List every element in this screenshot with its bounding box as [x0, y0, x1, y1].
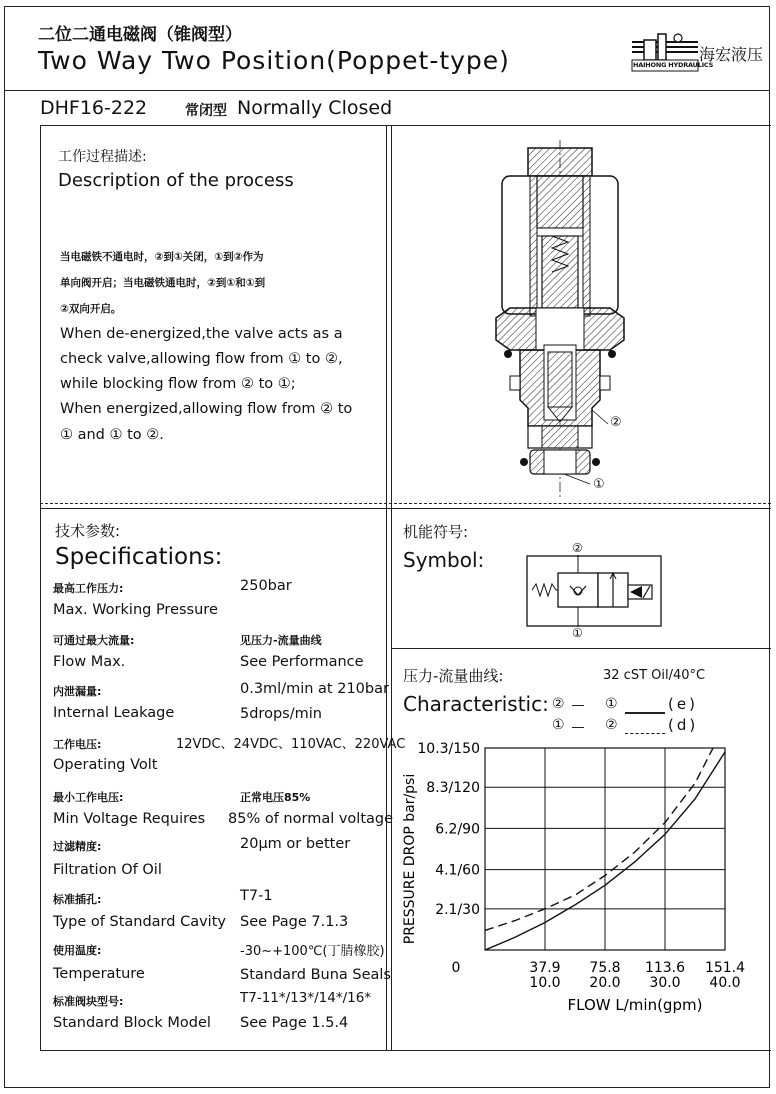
process-desc-cn-3: ②双向开启。	[60, 303, 122, 315]
model-type-cn: 常闭型	[185, 103, 227, 119]
process-desc-en-5: ① and ① to ②.	[60, 427, 164, 443]
spec-label-cn-7: 使用温度:	[53, 944, 102, 957]
legend-d-dash	[572, 727, 584, 728]
spec-value-8: See Page 1.5.4	[240, 1015, 349, 1031]
valve-symbol-diagram	[526, 555, 662, 627]
model-type-en: Normally Closed	[237, 97, 393, 119]
symbol-port-bottom: ①	[572, 626, 583, 640]
legend-e-dash	[572, 705, 584, 706]
spec-value-2: 5drops/min	[240, 706, 322, 722]
symbol-heading-en: Symbol:	[403, 548, 485, 572]
spec-label-en-6: Type of Standard Cavity	[53, 914, 226, 930]
process-desc-cn-2: 单向阀开启；当电磁铁通电时，②到①和①到	[60, 277, 266, 289]
y-tick-label: 8.3/120	[426, 780, 480, 797]
legend-d-line	[625, 733, 665, 734]
spec-value-cn-8: T7-11*/13*/14*/16*	[240, 990, 372, 1006]
process-desc-en-4: When energized,allowing flow from ② to	[60, 401, 353, 417]
spec-value-0: 250bar	[240, 578, 292, 594]
port-2-label: ②	[610, 415, 622, 430]
spec-label-en-4: Min Voltage Requires	[53, 811, 206, 827]
brand-logo	[630, 32, 714, 72]
spec-value-cn-3: 12VDC、24VDC、110VAC、220VAC	[176, 737, 406, 752]
legend-e-code: (e)	[668, 695, 698, 713]
title-cn: 二位二通电磁阀（锥阀型）	[38, 25, 242, 45]
mid-divider	[40, 508, 771, 509]
spec-label-en-7: Temperature	[53, 966, 145, 982]
process-heading-en: Description of the process	[58, 170, 294, 191]
specs-heading-en: Specifications:	[55, 544, 223, 570]
center-line-b	[391, 125, 392, 1051]
legend-d-to: ②	[605, 717, 618, 733]
port-1-label: ①	[593, 477, 605, 492]
spec-label-en-0: Max. Working Pressure	[53, 602, 218, 618]
y-tick-label: 6.2/90	[435, 821, 480, 838]
brand-name: 海宏液压	[699, 45, 764, 64]
spec-label-cn-2: 内泄漏量:	[53, 685, 102, 698]
spec-value-6: See Page 7.1.3	[240, 914, 349, 930]
y-tick-label: 2.1/30	[435, 901, 480, 918]
process-desc-cn-1: 当电磁铁不通电时，②到①关闭，①到②作为	[60, 251, 264, 263]
spec-value-cn-5: 20μm or better	[240, 836, 351, 852]
origin-label: 0	[451, 960, 461, 976]
spec-value-4: 85% of normal voltage	[228, 811, 394, 827]
spec-value-cn-2: 0.3ml/min at 210bar	[240, 681, 389, 697]
header-divider	[4, 90, 770, 91]
legend-e-from: ②	[552, 696, 565, 712]
spec-value-7: Standard Buna Seals	[240, 967, 391, 983]
y-tick-label: 10.3/150	[417, 741, 480, 757]
specs-heading-cn: 技术参数:	[55, 522, 121, 540]
x-tick-label-top: 37.9	[529, 960, 561, 976]
spec-label-en-1: Flow Max.	[53, 654, 126, 670]
process-desc-en-2: check valve,allowing flow from ① to ②,	[60, 351, 343, 367]
y-tick-label: 4.1/60	[435, 862, 480, 879]
x-tick-label-bottom: 10.0	[529, 975, 561, 991]
spec-label-cn-5: 过滤精度:	[53, 840, 102, 853]
spec-label-cn-6: 标准插孔:	[53, 893, 102, 906]
process-heading-cn: 工作过程描述:	[58, 149, 147, 165]
valve-section-drawing	[480, 140, 640, 500]
symbol-port-top: ②	[572, 541, 583, 555]
spec-label-cn-3: 工作电压:	[53, 738, 102, 751]
legend-d-code: (d)	[668, 716, 699, 734]
brand-logo-text: HAIHONG HYDRAULICS	[633, 61, 714, 69]
legend-e-line	[625, 712, 665, 714]
spec-value-cn-6: T7-1	[240, 888, 273, 904]
model-code: DHF16-222	[40, 97, 148, 119]
oil-note: 32 cST Oil/40°C	[603, 668, 706, 683]
x-tick-label-top: 113.6	[644, 960, 686, 976]
process-desc-en-3: while blocking flow from ② to ①;	[60, 376, 296, 392]
spec-label-cn-4: 最小工作电压:	[53, 791, 124, 804]
spec-label-en-3: Operating Volt	[53, 757, 158, 773]
x-tick-label-top: 151.4	[704, 960, 746, 976]
x-axis-label: FLOW L/min(gpm)	[567, 996, 703, 1014]
symbol-heading-cn: 机能符号:	[403, 523, 469, 541]
spec-value-cn-7: -30~+100℃(丁腈橡胶)	[240, 944, 385, 959]
spec-value-cn-4: 正常电压85%	[240, 791, 311, 804]
spec-value-cn-1: 见压力-流量曲线	[240, 634, 322, 647]
spec-label-en-2: Internal Leakage	[53, 705, 175, 721]
spec-label-cn-0: 最高工作压力:	[53, 582, 124, 595]
mid-divider-dashed	[40, 503, 771, 504]
symbol-chart-divider	[392, 648, 771, 649]
characteristic-heading-cn: 压力-流量曲线:	[403, 667, 504, 685]
pressure-flow-chart	[394, 736, 770, 1026]
x-tick-label-bottom: 20.0	[589, 975, 621, 991]
spec-label-cn-1: 可通过最大流量:	[53, 634, 135, 647]
x-tick-label-bottom: 30.0	[649, 975, 681, 991]
valve-drawing	[480, 140, 640, 500]
process-desc-en-1: When de-energized,the valve acts as a	[60, 326, 343, 342]
title-en: Two Way Two Position(Poppet-type)	[38, 46, 510, 75]
x-tick-label-bottom: 40.0	[709, 975, 741, 991]
hydraulic-symbol	[526, 555, 662, 627]
y-axis-label: PRESSURE DROP bar/psi	[402, 773, 418, 945]
spec-label-en-8: Standard Block Model	[53, 1015, 211, 1031]
chart-svg	[394, 736, 770, 1026]
characteristic-heading-en: Characteristic:	[403, 692, 549, 716]
spec-label-cn-8: 标准阀块型号:	[53, 995, 124, 1008]
center-line-a	[386, 125, 387, 1051]
x-tick-label-top: 75.8	[589, 960, 621, 976]
spec-value-1: See Performance	[240, 654, 364, 670]
legend-e-to: ①	[605, 696, 618, 712]
legend-d-from: ①	[552, 717, 565, 733]
spec-label-en-5: Filtration Of Oil	[53, 862, 162, 878]
series-line-d	[485, 748, 713, 930]
